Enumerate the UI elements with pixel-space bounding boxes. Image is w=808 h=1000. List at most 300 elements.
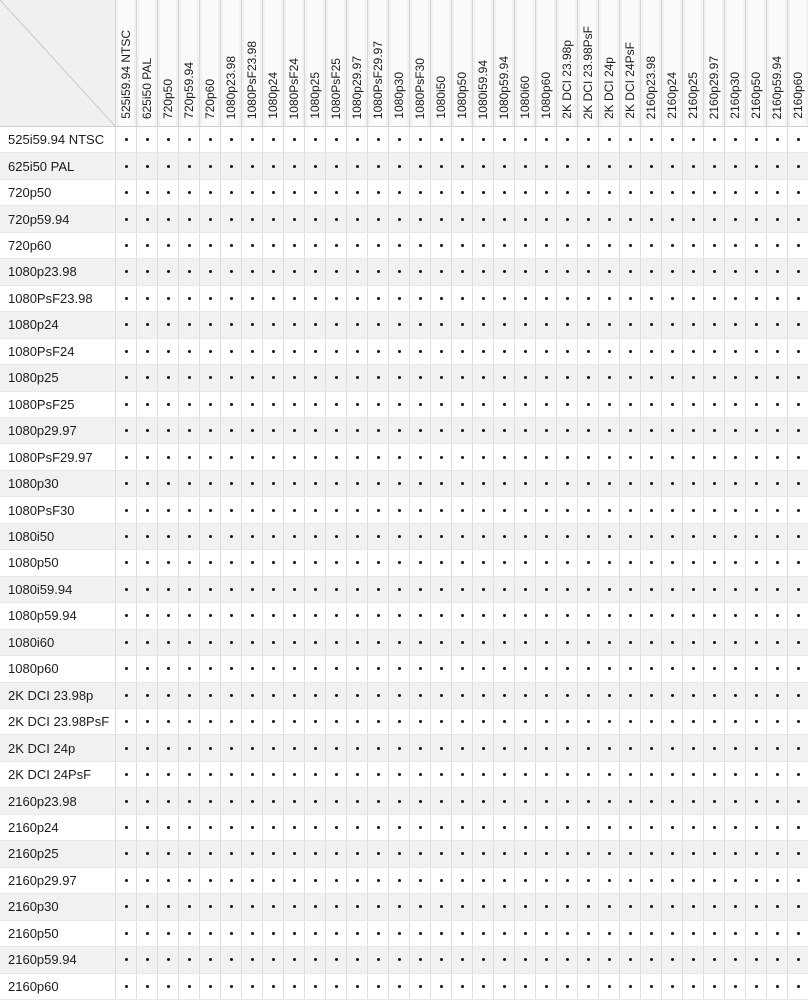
matrix-cell <box>451 815 472 841</box>
dot-marker-icon <box>251 297 254 300</box>
dot-marker-icon <box>650 138 653 141</box>
dot-marker-icon <box>776 694 779 697</box>
dot-marker-icon <box>734 588 737 591</box>
matrix-cell <box>220 180 241 206</box>
matrix-cell <box>241 286 262 312</box>
matrix-cell <box>325 868 346 894</box>
row-header-label: 1080p50 <box>8 555 59 571</box>
matrix-cell <box>514 630 535 656</box>
dot-marker-icon <box>692 614 695 617</box>
dot-marker-icon <box>650 191 653 194</box>
dot-marker-icon <box>650 218 653 221</box>
matrix-cell <box>577 286 598 312</box>
dot-marker-icon <box>167 932 170 935</box>
matrix-cell <box>472 153 493 179</box>
matrix-cell <box>388 603 409 629</box>
matrix-cell <box>766 180 787 206</box>
dot-marker-icon <box>125 800 128 803</box>
dot-marker-icon <box>503 429 506 432</box>
matrix-cell <box>262 550 283 576</box>
dot-marker-icon <box>629 985 632 988</box>
matrix-cell <box>766 868 787 894</box>
dot-marker-icon <box>587 905 590 908</box>
dot-marker-icon <box>314 509 317 512</box>
dot-marker-icon <box>713 350 716 353</box>
matrix-cell <box>220 471 241 497</box>
matrix-cell <box>766 947 787 973</box>
matrix-cell <box>514 709 535 735</box>
matrix-cell <box>220 550 241 576</box>
dot-marker-icon <box>545 244 548 247</box>
matrix-cell <box>262 894 283 920</box>
matrix-cell <box>514 735 535 761</box>
row-header-label: 1080p29.97 <box>8 423 77 439</box>
dot-marker-icon <box>272 667 275 670</box>
matrix-cell <box>409 709 430 735</box>
dot-marker-icon <box>524 667 527 670</box>
dot-marker-icon <box>293 958 296 961</box>
dot-marker-icon <box>461 323 464 326</box>
dot-marker-icon <box>314 403 317 406</box>
matrix-cell <box>682 656 703 682</box>
matrix-cell <box>115 656 136 682</box>
dot-marker-icon <box>566 535 569 538</box>
dot-marker-icon <box>251 905 254 908</box>
column-header-label: 1080p59.94 <box>497 55 511 119</box>
matrix-cell <box>451 365 472 391</box>
dot-marker-icon <box>692 667 695 670</box>
dot-marker-icon <box>755 323 758 326</box>
matrix-cell <box>682 841 703 867</box>
dot-marker-icon <box>293 667 296 670</box>
matrix-cell <box>388 735 409 761</box>
matrix-cell <box>787 180 808 206</box>
dot-marker-icon <box>167 297 170 300</box>
dot-marker-icon <box>776 270 779 273</box>
matrix-cell <box>262 180 283 206</box>
matrix-cell <box>220 815 241 841</box>
matrix-cell <box>241 709 262 735</box>
dot-marker-icon <box>188 614 191 617</box>
matrix-cell <box>787 841 808 867</box>
matrix-cell <box>430 577 451 603</box>
matrix-cell <box>577 947 598 973</box>
matrix-cell <box>682 153 703 179</box>
matrix-cell <box>178 709 199 735</box>
dot-marker-icon <box>755 720 758 723</box>
matrix-cell <box>682 947 703 973</box>
matrix-cell <box>598 233 619 259</box>
matrix-cell <box>766 206 787 232</box>
matrix-cell <box>556 894 577 920</box>
dot-marker-icon <box>524 852 527 855</box>
matrix-cell <box>409 577 430 603</box>
matrix-cell <box>430 392 451 418</box>
matrix-cell <box>304 259 325 285</box>
dot-marker-icon <box>146 218 149 221</box>
dot-marker-icon <box>125 403 128 406</box>
dot-marker-icon <box>419 588 422 591</box>
dot-marker-icon <box>398 323 401 326</box>
dot-marker-icon <box>755 747 758 750</box>
dot-marker-icon <box>461 667 464 670</box>
dot-marker-icon <box>797 456 800 459</box>
matrix-cell <box>703 921 724 947</box>
matrix-cell <box>535 365 556 391</box>
dot-marker-icon <box>335 588 338 591</box>
matrix-cell <box>514 577 535 603</box>
matrix-cell <box>745 524 766 550</box>
dot-marker-icon <box>797 403 800 406</box>
dot-marker-icon <box>629 482 632 485</box>
dot-marker-icon <box>272 350 275 353</box>
matrix-cell <box>787 312 808 338</box>
matrix-cell <box>115 286 136 312</box>
matrix-cell <box>136 788 157 814</box>
matrix-cell <box>682 577 703 603</box>
dot-marker-icon <box>146 297 149 300</box>
column-header-label: 1080p30 <box>392 72 406 119</box>
matrix-cell <box>745 153 766 179</box>
corner-cell <box>0 0 115 127</box>
matrix-cell <box>199 153 220 179</box>
matrix-cell <box>136 735 157 761</box>
row-header <box>0 815 115 841</box>
dot-marker-icon <box>230 270 233 273</box>
matrix-cell <box>367 656 388 682</box>
dot-marker-icon <box>566 641 569 644</box>
row-header-label: 720p60 <box>8 238 52 254</box>
matrix-cell <box>598 630 619 656</box>
dot-marker-icon <box>608 509 611 512</box>
matrix-cell <box>514 550 535 576</box>
matrix-cell <box>640 947 661 973</box>
matrix-cell <box>304 656 325 682</box>
dot-marker-icon <box>314 165 317 168</box>
row-header-label: 1080i59.94 <box>8 581 73 597</box>
dot-marker-icon <box>776 191 779 194</box>
matrix-cell <box>241 471 262 497</box>
dot-marker-icon <box>272 905 275 908</box>
row-header-label: 525i59.94 NTSC <box>8 132 105 148</box>
matrix-cell <box>115 630 136 656</box>
dot-marker-icon <box>335 350 338 353</box>
dot-marker-icon <box>209 376 212 379</box>
dot-marker-icon <box>188 852 191 855</box>
dot-marker-icon <box>146 561 149 564</box>
matrix-cell <box>787 630 808 656</box>
dot-marker-icon <box>587 667 590 670</box>
dot-marker-icon <box>713 905 716 908</box>
matrix-cell <box>745 286 766 312</box>
matrix-cell <box>115 762 136 788</box>
matrix-cell <box>640 524 661 550</box>
dot-marker-icon <box>167 270 170 273</box>
matrix-cell <box>766 762 787 788</box>
dot-marker-icon <box>377 535 380 538</box>
dot-marker-icon <box>167 826 170 829</box>
matrix-cell <box>787 286 808 312</box>
matrix-cell <box>199 497 220 523</box>
matrix-cell <box>241 153 262 179</box>
dot-marker-icon <box>629 588 632 591</box>
matrix-cell <box>493 762 514 788</box>
matrix-cell <box>556 180 577 206</box>
matrix-cell <box>262 762 283 788</box>
dot-marker-icon <box>608 218 611 221</box>
matrix-cell <box>724 524 745 550</box>
matrix-cell <box>241 365 262 391</box>
dot-marker-icon <box>524 509 527 512</box>
matrix-cell <box>157 259 178 285</box>
dot-marker-icon <box>692 773 695 776</box>
dot-marker-icon <box>482 588 485 591</box>
matrix-cell <box>325 127 346 153</box>
dot-marker-icon <box>356 482 359 485</box>
matrix-cell <box>661 894 682 920</box>
matrix-cell <box>304 312 325 338</box>
dot-marker-icon <box>755 138 758 141</box>
matrix-cell <box>115 471 136 497</box>
row-header-label: 2160p29.97 <box>8 872 77 888</box>
dot-marker-icon <box>230 456 233 459</box>
matrix-cell <box>283 868 304 894</box>
column-header <box>304 0 325 127</box>
matrix-cell <box>136 841 157 867</box>
dot-marker-icon <box>314 297 317 300</box>
dot-marker-icon <box>608 561 611 564</box>
matrix-cell <box>745 815 766 841</box>
matrix-cell <box>388 524 409 550</box>
matrix-cell <box>493 312 514 338</box>
matrix-cell <box>346 577 367 603</box>
dot-marker-icon <box>146 165 149 168</box>
dot-marker-icon <box>650 879 653 882</box>
dot-marker-icon <box>713 429 716 432</box>
dot-marker-icon <box>419 747 422 750</box>
dot-marker-icon <box>629 535 632 538</box>
dot-marker-icon <box>419 456 422 459</box>
dot-marker-icon <box>755 218 758 221</box>
dot-marker-icon <box>167 191 170 194</box>
matrix-cell <box>766 418 787 444</box>
dot-marker-icon <box>734 323 737 326</box>
matrix-cell <box>745 206 766 232</box>
matrix-cell <box>682 259 703 285</box>
matrix-cell <box>745 974 766 1000</box>
matrix-cell <box>640 841 661 867</box>
dot-marker-icon <box>272 641 275 644</box>
matrix-cell <box>346 392 367 418</box>
dot-marker-icon <box>608 773 611 776</box>
matrix-cell <box>535 550 556 576</box>
matrix-cell <box>556 471 577 497</box>
dot-marker-icon <box>461 614 464 617</box>
matrix-cell <box>367 868 388 894</box>
matrix-cell <box>409 868 430 894</box>
dot-marker-icon <box>209 456 212 459</box>
matrix-cell <box>535 153 556 179</box>
dot-marker-icon <box>755 958 758 961</box>
matrix-cell <box>598 841 619 867</box>
dot-marker-icon <box>251 376 254 379</box>
dot-marker-icon <box>629 244 632 247</box>
matrix-cell <box>535 762 556 788</box>
dot-marker-icon <box>125 323 128 326</box>
dot-marker-icon <box>608 879 611 882</box>
matrix-cell <box>472 259 493 285</box>
dot-marker-icon <box>377 218 380 221</box>
matrix-cell <box>157 365 178 391</box>
matrix-cell <box>787 153 808 179</box>
dot-marker-icon <box>713 165 716 168</box>
dot-marker-icon <box>272 138 275 141</box>
matrix-cell <box>640 709 661 735</box>
matrix-cell <box>388 815 409 841</box>
dot-marker-icon <box>503 985 506 988</box>
dot-marker-icon <box>461 244 464 247</box>
dot-marker-icon <box>776 376 779 379</box>
dot-marker-icon <box>146 985 149 988</box>
column-header-label: 1080p23.98 <box>224 55 238 119</box>
matrix-cell <box>535 921 556 947</box>
matrix-cell <box>367 444 388 470</box>
column-header <box>178 0 199 127</box>
dot-marker-icon <box>482 747 485 750</box>
dot-marker-icon <box>440 720 443 723</box>
matrix-cell <box>724 815 745 841</box>
dot-marker-icon <box>566 297 569 300</box>
matrix-cell <box>283 153 304 179</box>
column-header-label: 1080p50 <box>455 72 469 119</box>
matrix-cell <box>241 894 262 920</box>
matrix-cell <box>262 392 283 418</box>
column-header-label: 2160p50 <box>749 72 763 119</box>
dot-marker-icon <box>587 376 590 379</box>
dot-marker-icon <box>797 958 800 961</box>
dot-marker-icon <box>461 694 464 697</box>
matrix-cell <box>682 233 703 259</box>
matrix-cell <box>178 153 199 179</box>
matrix-cell <box>451 735 472 761</box>
matrix-cell <box>535 339 556 365</box>
matrix-cell <box>262 974 283 1000</box>
matrix-cell <box>514 524 535 550</box>
dot-marker-icon <box>776 905 779 908</box>
dot-marker-icon <box>125 905 128 908</box>
matrix-cell <box>661 974 682 1000</box>
matrix-cell <box>682 180 703 206</box>
matrix-cell <box>157 868 178 894</box>
dot-marker-icon <box>209 879 212 882</box>
matrix-cell <box>619 974 640 1000</box>
dot-marker-icon <box>230 694 233 697</box>
matrix-cell <box>472 206 493 232</box>
dot-marker-icon <box>419 985 422 988</box>
matrix-cell <box>220 153 241 179</box>
dot-marker-icon <box>293 482 296 485</box>
matrix-cell <box>766 233 787 259</box>
matrix-cell <box>283 418 304 444</box>
column-header <box>724 0 745 127</box>
dot-marker-icon <box>776 826 779 829</box>
row-header <box>0 153 115 179</box>
dot-marker-icon <box>251 826 254 829</box>
matrix-cell <box>451 974 472 1000</box>
matrix-cell <box>787 788 808 814</box>
column-header-label: 2160p60 <box>791 72 805 119</box>
matrix-cell <box>136 259 157 285</box>
dot-marker-icon <box>377 297 380 300</box>
matrix-cell <box>493 418 514 444</box>
matrix-cell <box>514 286 535 312</box>
row-header <box>0 683 115 709</box>
matrix-cell <box>367 577 388 603</box>
dot-marker-icon <box>608 297 611 300</box>
matrix-cell <box>157 656 178 682</box>
dot-marker-icon <box>566 376 569 379</box>
row-header <box>0 392 115 418</box>
dot-marker-icon <box>776 403 779 406</box>
matrix-cell <box>409 339 430 365</box>
matrix-cell <box>682 444 703 470</box>
dot-marker-icon <box>671 482 674 485</box>
dot-marker-icon <box>734 482 737 485</box>
dot-marker-icon <box>587 720 590 723</box>
dot-marker-icon <box>461 773 464 776</box>
dot-marker-icon <box>125 641 128 644</box>
matrix-cell <box>451 577 472 603</box>
matrix-cell <box>283 603 304 629</box>
dot-marker-icon <box>377 800 380 803</box>
matrix-cell <box>388 788 409 814</box>
matrix-cell <box>661 577 682 603</box>
column-header-label: 1080PsF29.97 <box>371 40 385 119</box>
matrix-cell <box>220 788 241 814</box>
matrix-cell <box>283 524 304 550</box>
matrix-cell <box>766 550 787 576</box>
dot-marker-icon <box>797 244 800 247</box>
matrix-cell <box>514 762 535 788</box>
matrix-cell <box>703 577 724 603</box>
matrix-cell <box>430 630 451 656</box>
dot-marker-icon <box>314 773 317 776</box>
matrix-cell <box>472 709 493 735</box>
matrix-cell <box>346 921 367 947</box>
matrix-cell <box>535 233 556 259</box>
dot-marker-icon <box>713 852 716 855</box>
dot-marker-icon <box>209 165 212 168</box>
dot-marker-icon <box>713 244 716 247</box>
dot-marker-icon <box>272 773 275 776</box>
dot-marker-icon <box>671 297 674 300</box>
dot-marker-icon <box>398 429 401 432</box>
matrix-cell <box>514 392 535 418</box>
dot-marker-icon <box>440 694 443 697</box>
dot-marker-icon <box>608 191 611 194</box>
matrix-cell <box>640 735 661 761</box>
dot-marker-icon <box>146 932 149 935</box>
dot-marker-icon <box>692 879 695 882</box>
matrix-cell <box>451 630 472 656</box>
dot-marker-icon <box>692 852 695 855</box>
matrix-cell <box>556 683 577 709</box>
dot-marker-icon <box>608 747 611 750</box>
matrix-cell <box>661 286 682 312</box>
matrix-cell <box>346 841 367 867</box>
matrix-cell <box>367 127 388 153</box>
matrix-cell <box>136 524 157 550</box>
